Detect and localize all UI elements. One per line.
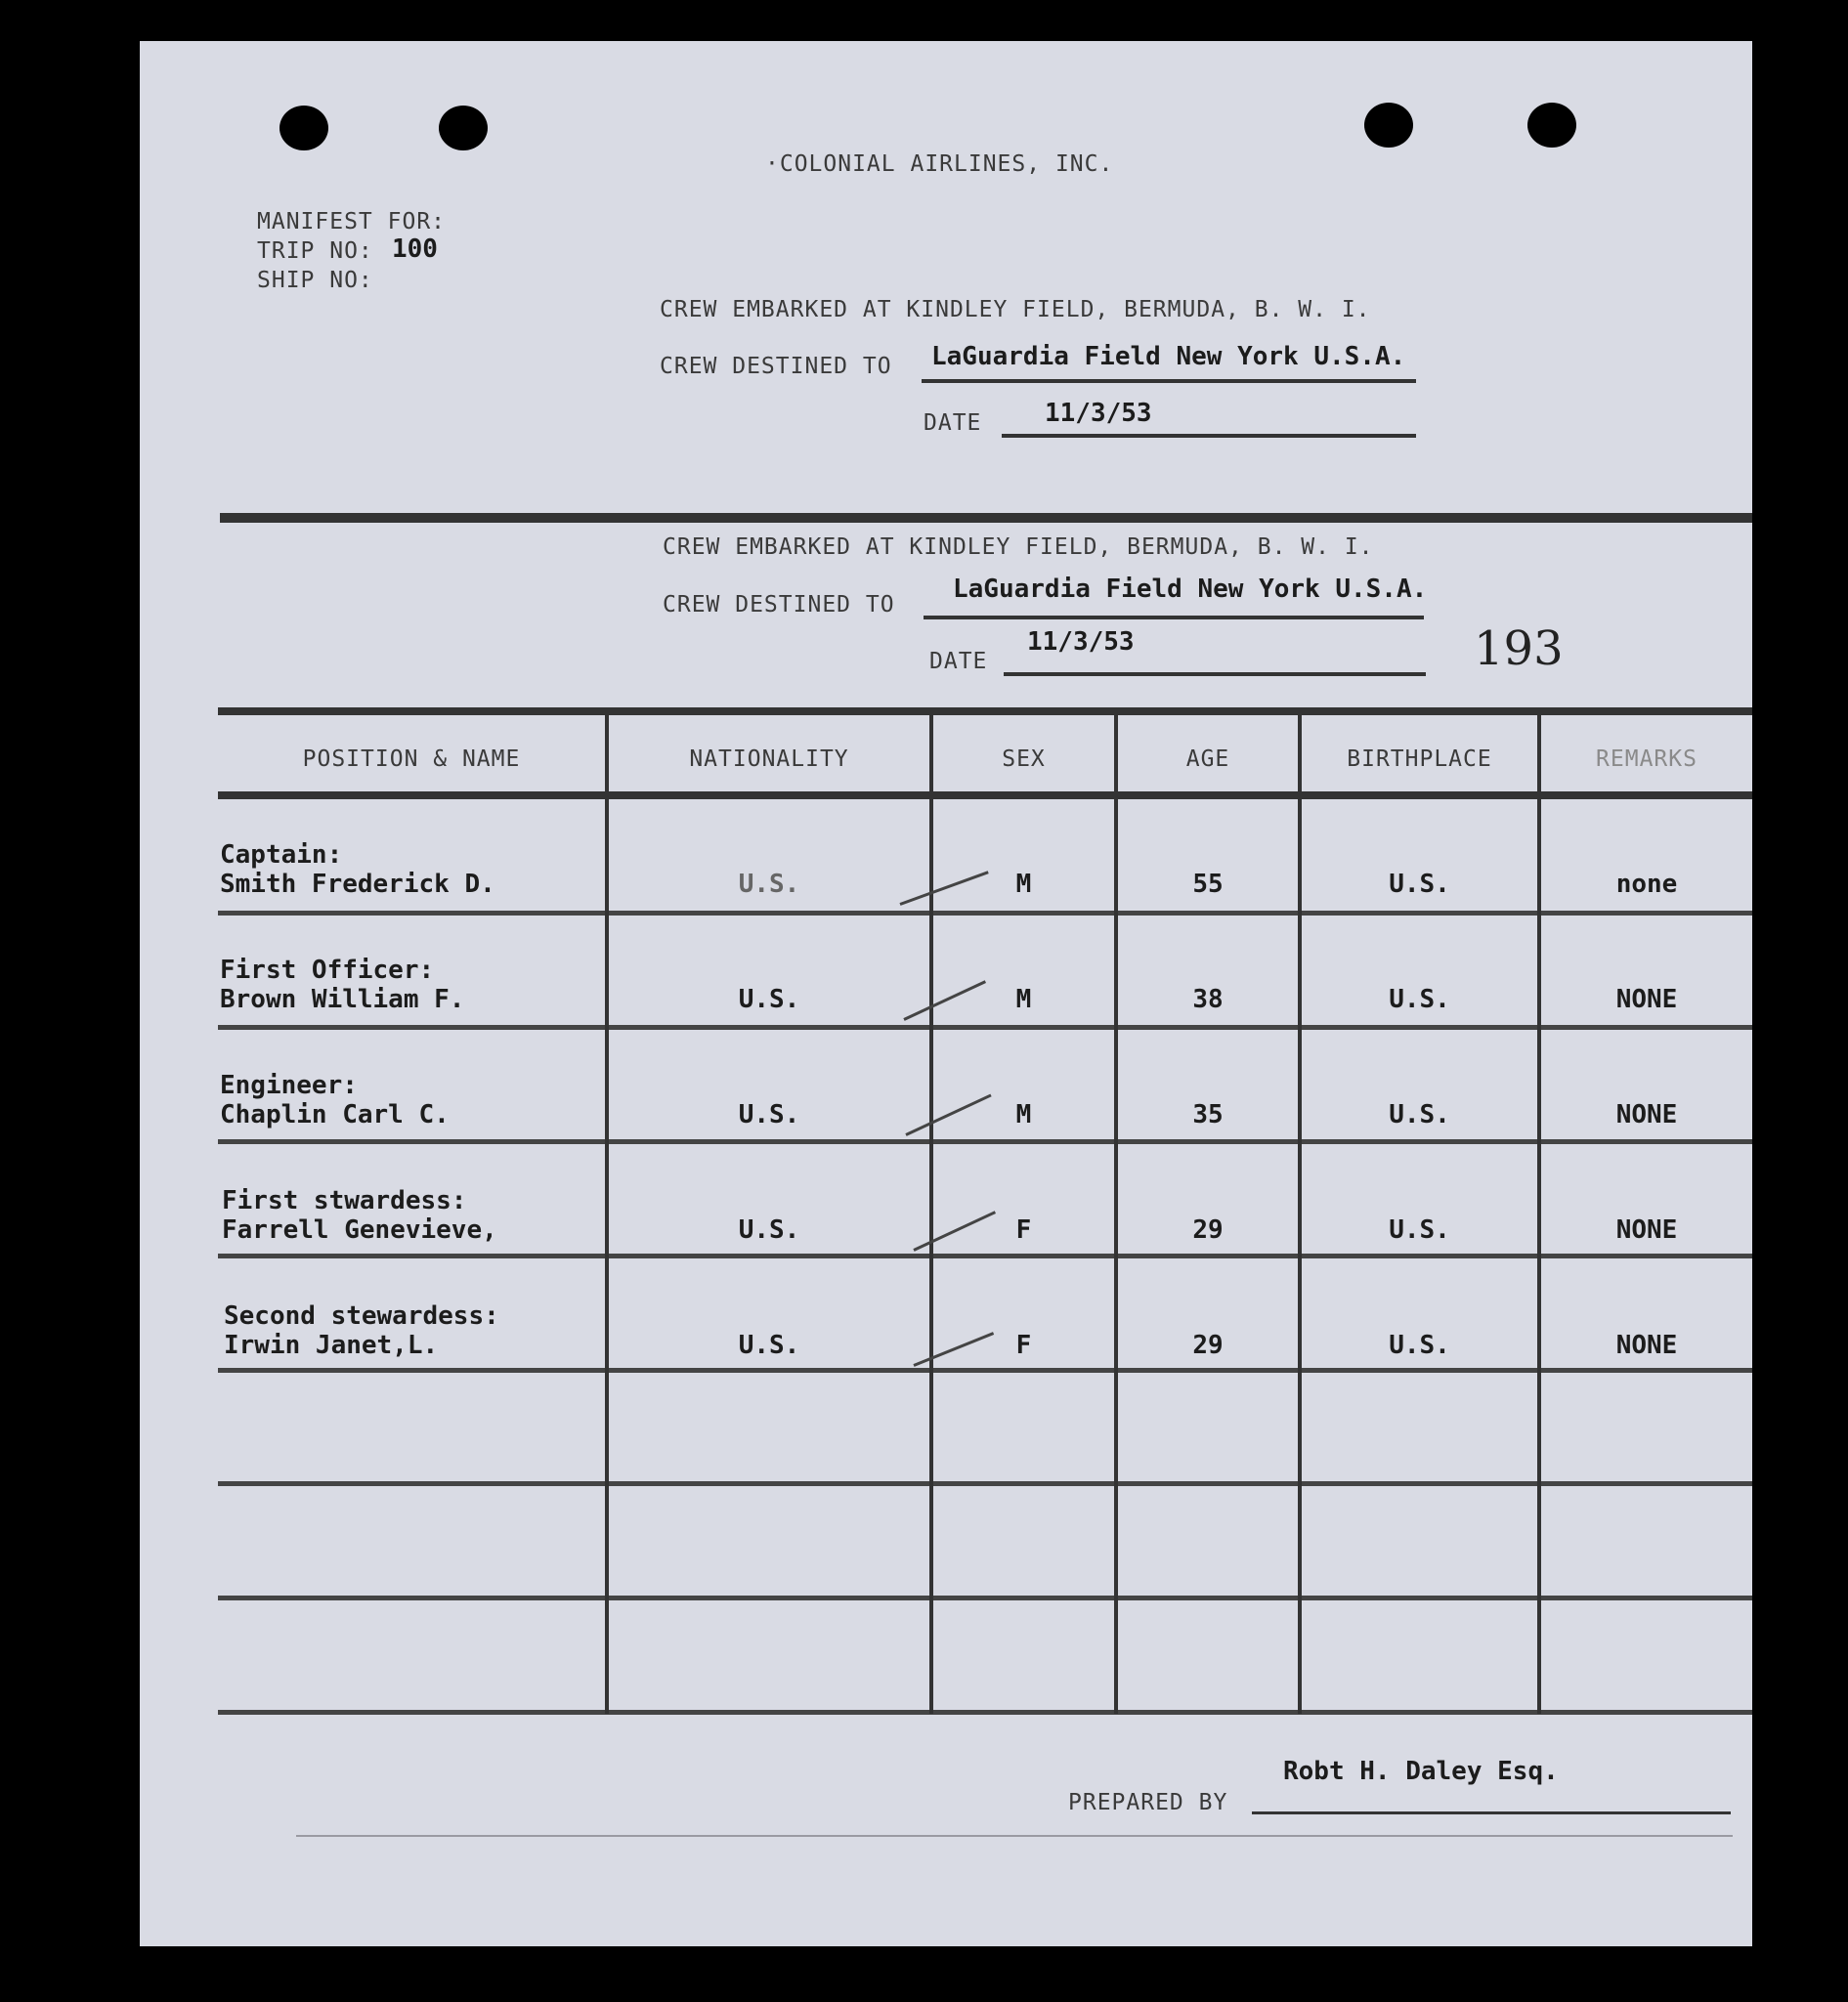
- section2-date-value: 11/3/53: [1027, 627, 1135, 657]
- section2-destined-underline: [924, 616, 1424, 619]
- manifest-for-label: MANIFEST FOR:: [257, 209, 447, 234]
- row-2-sex: M: [1015, 985, 1032, 1014]
- prepared-by-value: Robt H. Daley Esq.: [1283, 1757, 1559, 1786]
- row-4-age: 29: [1192, 1215, 1224, 1245]
- row-2-age: 38: [1192, 985, 1224, 1014]
- col-divider-1: [605, 711, 609, 1714]
- punch-hole-1: [279, 106, 328, 150]
- row-rule-1: [218, 911, 1752, 916]
- row-1-birthplace: U.S.: [1389, 870, 1450, 899]
- row-5-remarks: NONE: [1615, 1331, 1678, 1360]
- row-5-age: 29: [1192, 1331, 1224, 1360]
- row-1-remarks: none: [1615, 870, 1678, 899]
- header-position-name: POSITION & NAME: [302, 746, 521, 772]
- row-5-sex: F: [1015, 1331, 1032, 1360]
- row-rule-4: [218, 1254, 1752, 1258]
- section2-embarked: CREW EMBARKED AT KINDLEY FIELD, BERMUDA, B. W. I.: [663, 534, 1374, 560]
- row-1-position: Captain:: [220, 840, 343, 870]
- section-separator: [220, 513, 1752, 523]
- col-divider-3: [1114, 711, 1118, 1714]
- row-1-nationality: U.S.: [738, 870, 800, 899]
- row-rule-2: [218, 1025, 1752, 1030]
- punch-hole-4: [1527, 103, 1576, 148]
- row-2-remarks: NONE: [1615, 985, 1678, 1014]
- punch-hole-2: [439, 106, 488, 150]
- punch-hole-3: [1364, 103, 1413, 148]
- row-2-position: First Officer:: [220, 956, 435, 985]
- prepared-by-label: PREPARED BY: [1068, 1790, 1228, 1815]
- row-rule-8: [218, 1710, 1752, 1715]
- row-rule-5: [218, 1368, 1752, 1373]
- row-5-name: Irwin Janet,L.: [224, 1331, 439, 1360]
- table-header-rule: [218, 791, 1752, 799]
- row-2-name: Brown William F.: [220, 985, 465, 1014]
- row-3-name: Chaplin Carl C.: [220, 1100, 450, 1129]
- trip-no-label: TRIP NO:: [257, 238, 373, 264]
- ship-no-label: SHIP NO:: [257, 268, 373, 293]
- row-5-nationality: U.S.: [738, 1331, 800, 1360]
- section2-destined-label: CREW DESTINED TO: [663, 592, 895, 618]
- section1-embarked: CREW EMBARKED AT KINDLEY FIELD, BERMUDA, B. W. I.: [660, 297, 1371, 322]
- header-age: AGE: [1185, 746, 1230, 772]
- header-nationality: NATIONALITY: [689, 746, 849, 772]
- section1-date-underline: [1002, 434, 1416, 438]
- row-3-sex: M: [1015, 1100, 1032, 1129]
- row-rule-7: [218, 1596, 1752, 1600]
- col-divider-4: [1298, 711, 1302, 1714]
- row-4-nationality: U.S.: [738, 1215, 800, 1245]
- section2-destined-value: LaGuardia Field New York U.S.A.: [953, 575, 1428, 604]
- table-top-rule: [218, 707, 1752, 715]
- col-divider-5: [1537, 711, 1541, 1714]
- row-3-birthplace: U.S.: [1389, 1100, 1450, 1129]
- section2-date-underline: [1004, 672, 1426, 676]
- header-sex: SEX: [1002, 746, 1046, 772]
- section2-date-label: DATE: [929, 649, 988, 674]
- prepared-by-underline: [1252, 1811, 1731, 1814]
- section1-destined-value: LaGuardia Field New York U.S.A.: [931, 342, 1406, 371]
- section1-destined-underline: [922, 379, 1416, 383]
- manifest-page: [140, 41, 1752, 1946]
- row-4-position: First stwardess:: [222, 1186, 467, 1215]
- row-1-sex: M: [1015, 870, 1032, 899]
- row-2-nationality: U.S.: [738, 985, 800, 1014]
- row-1-name: Smith Frederick D.: [220, 870, 495, 899]
- row-4-sex: F: [1015, 1215, 1032, 1245]
- row-4-birthplace: U.S.: [1389, 1215, 1450, 1245]
- section1-destined-label: CREW DESTINED TO: [660, 354, 892, 379]
- col-divider-2: [929, 711, 933, 1714]
- row-3-position: Engineer:: [220, 1071, 358, 1100]
- stamp-number: 193: [1474, 621, 1564, 676]
- row-5-position: Second stewardess:: [224, 1301, 499, 1331]
- row-rule-6: [218, 1481, 1752, 1486]
- trip-no-value: 100: [392, 234, 438, 264]
- row-3-nationality: U.S.: [738, 1100, 800, 1129]
- row-3-remarks: NONE: [1615, 1100, 1678, 1129]
- row-3-age: 35: [1192, 1100, 1224, 1129]
- row-4-name: Farrell Genevieve,: [222, 1215, 497, 1245]
- header-birthplace: BIRTHPLACE: [1347, 746, 1492, 772]
- company-name: ·COLONIAL AIRLINES, INC.: [765, 151, 1114, 177]
- row-2-birthplace: U.S.: [1389, 985, 1450, 1014]
- row-5-birthplace: U.S.: [1389, 1331, 1450, 1360]
- row-1-age: 55: [1192, 870, 1224, 899]
- section1-date-value: 11/3/53: [1045, 399, 1152, 428]
- section1-date-label: DATE: [924, 410, 982, 436]
- header-remarks: REMARKS: [1596, 746, 1698, 772]
- row-rule-3: [218, 1139, 1752, 1144]
- row-4-remarks: NONE: [1615, 1215, 1678, 1245]
- bottom-faint-rule: [296, 1835, 1733, 1837]
